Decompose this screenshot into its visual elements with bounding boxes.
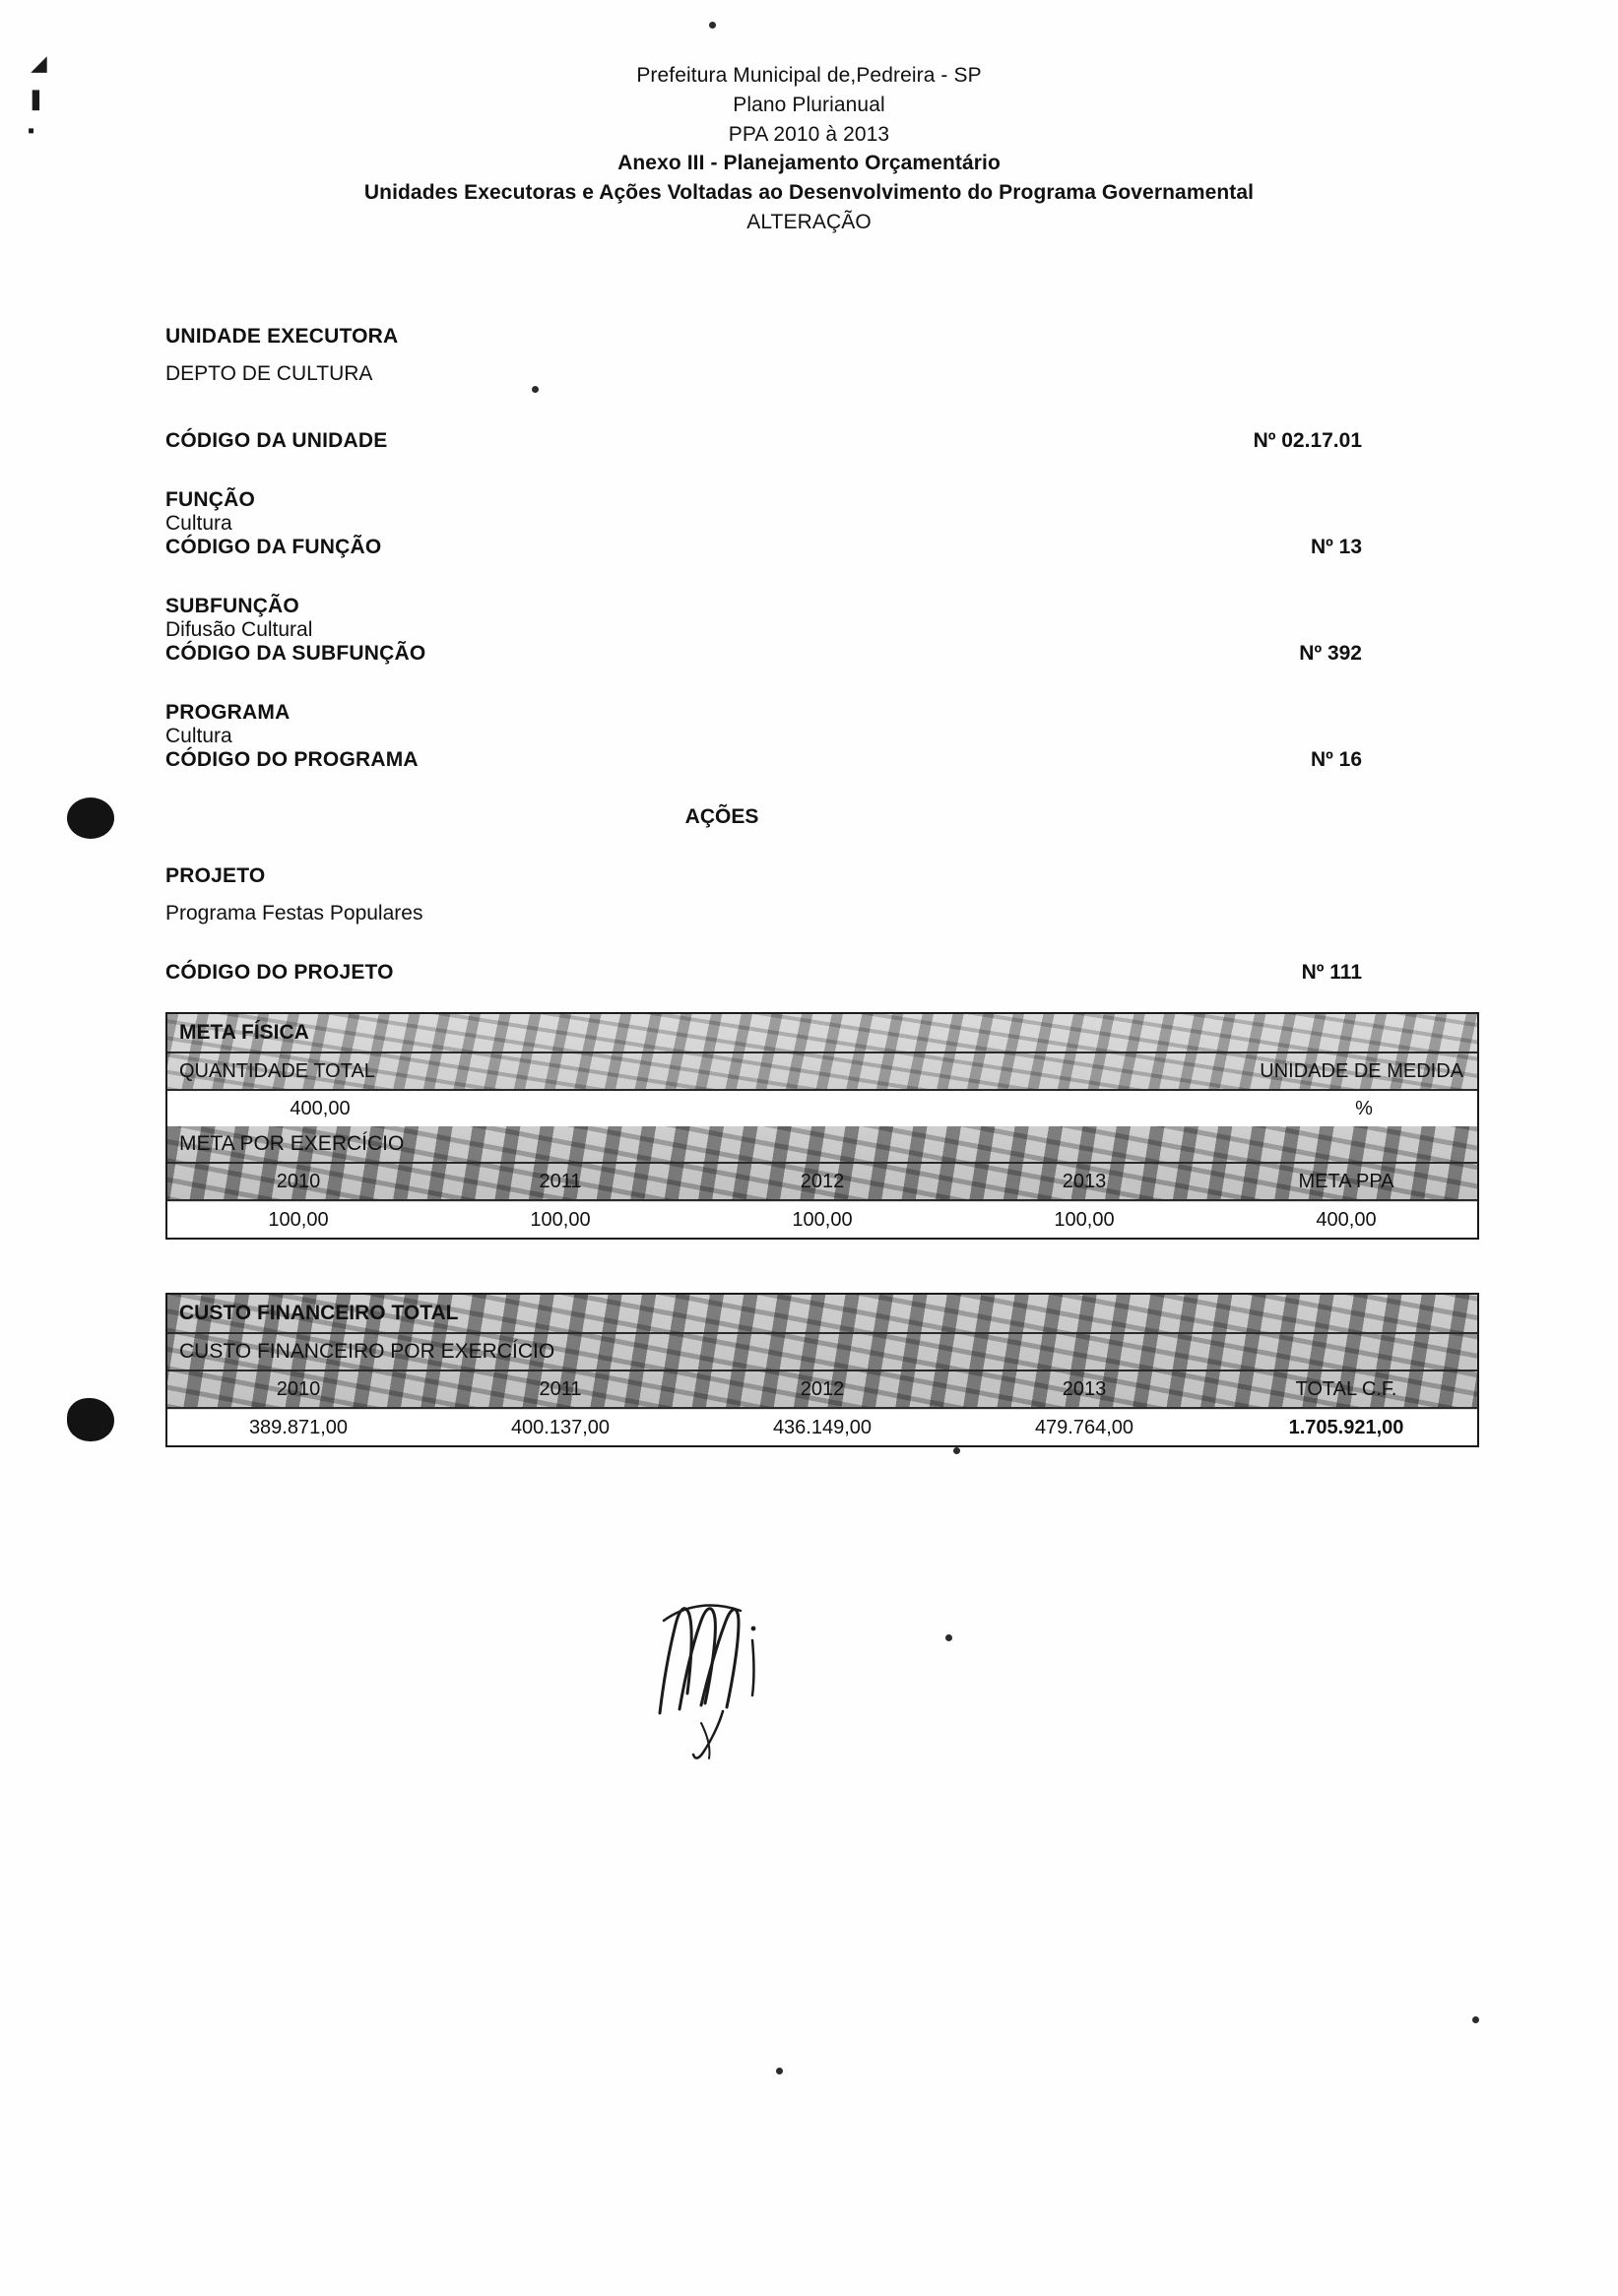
meta-fisica-table [165, 1012, 1479, 1240]
header-alteration: ALTERAÇÃO [746, 211, 872, 234]
custo-financeiro-columns [167, 1371, 1477, 1409]
custo-financeiro-subtitle: CUSTO FINANCEIRO POR EXERCÍCIO [167, 1334, 1477, 1371]
field-codigo-unidade [165, 429, 1465, 453]
field-codigo-funcao [165, 536, 1465, 559]
custo-col-2010: 2010 [276, 1377, 321, 1400]
unidade-executora-label: UNIDADE EXECUTORA [165, 325, 399, 348]
funcao-value: Cultura [165, 512, 232, 535]
scan-speck-mid-2 [953, 1447, 960, 1454]
header-annex: Anexo III - Planejamento Orçamentário [617, 152, 1001, 175]
codigo-projeto-value: Nº 111 [1301, 961, 1362, 984]
unidade-medida-value: % [1355, 1097, 1373, 1119]
field-codigo-projeto [165, 961, 1465, 985]
programa-value: Cultura [165, 725, 232, 747]
quantidade-total-label: QUANTIDADE TOTAL [179, 1059, 375, 1082]
meta-col-2012: 2012 [800, 1170, 845, 1192]
field-codigo-subfuncao [165, 642, 1465, 666]
programa-label: PROGRAMA [165, 701, 291, 724]
meta-fisica-columns [167, 1164, 1477, 1201]
custo-col-2012: 2012 [800, 1377, 845, 1400]
meta-value-2013: 100,00 [1054, 1208, 1115, 1231]
projeto-label: PROJETO [165, 864, 266, 887]
custo-value-total: 1.705.921,00 [1288, 1416, 1404, 1438]
meta-value-total: 400,00 [1316, 1208, 1377, 1231]
scan-blob-left-lower [67, 1398, 114, 1441]
meta-col-total: META PPA [1298, 1170, 1394, 1192]
custo-financeiro-table [165, 1293, 1479, 1447]
custo-col-2011: 2011 [539, 1377, 582, 1400]
signature-mark [650, 1585, 827, 1772]
custo-value-2010: 389.871,00 [248, 1416, 349, 1438]
field-programa [165, 701, 1465, 772]
unidade-medida-label: UNIDADE DE MEDIDA [1260, 1059, 1463, 1082]
meta-fisica-quantidade-values [167, 1091, 1477, 1126]
codigo-programa-label: CÓDIGO DO PROGRAMA [165, 748, 419, 771]
acoes-section-title: AÇÕES [684, 805, 759, 828]
scan-speck-mid [945, 1634, 952, 1641]
scan-artifact-mark-2: ❚ [28, 89, 44, 110]
custo-col-total: TOTAL C.F. [1295, 1377, 1397, 1400]
codigo-funcao-label: CÓDIGO DA FUNÇÃO [165, 536, 382, 558]
funcao-label: FUNÇÃO [165, 488, 256, 511]
custo-value-2012: 436.149,00 [772, 1416, 873, 1438]
document-body [165, 325, 1465, 1447]
header-period: PPA 2010 à 2013 [728, 122, 890, 146]
meta-fisica-quantidade-header [167, 1053, 1477, 1091]
meta-por-exercicio-label: META POR EXERCÍCIO [167, 1126, 1477, 1164]
scan-artifact-mark-1: ◢ [32, 53, 47, 75]
custo-value-2013: 479.764,00 [1034, 1416, 1134, 1438]
header-plan: Plano Plurianual [733, 93, 885, 116]
field-codigo-programa [165, 748, 1465, 772]
codigo-programa-value: Nº 16 [1310, 748, 1362, 771]
header-subtitle: Unidades Executoras e Ações Voltadas ao Desenvolvimento do Programa Governamental [363, 181, 1255, 205]
custo-financeiro-values-row [167, 1409, 1477, 1445]
meta-value-2012: 100,00 [792, 1208, 853, 1231]
scan-speck-bottom [776, 2068, 783, 2074]
header-municipality: Prefeitura Municipal de,Pedreira - SP [636, 64, 982, 87]
codigo-projeto-label: CÓDIGO DO PROJETO [165, 961, 394, 984]
custo-financeiro-shade [167, 1295, 1477, 1409]
field-funcao [165, 488, 1465, 559]
scan-blob-left-upper [67, 797, 114, 839]
codigo-unidade-label: CÓDIGO DA UNIDADE [165, 429, 388, 452]
codigo-unidade-value: Nº 02.17.01 [1253, 429, 1362, 452]
custo-value-2011: 400.137,00 [510, 1416, 611, 1438]
meta-col-2013: 2013 [1062, 1170, 1107, 1192]
meta-fisica-shade-top [167, 1014, 1477, 1091]
meta-col-2010: 2010 [276, 1170, 321, 1192]
custo-col-2013: 2013 [1062, 1377, 1107, 1400]
field-unidade-executora [165, 325, 1465, 386]
subfuncao-label: SUBFUNÇÃO [165, 595, 299, 617]
scan-artifact-mark-3: ▪ [28, 120, 35, 142]
projeto-value: Programa Festas Populares [165, 902, 423, 925]
meta-value-2010: 100,00 [268, 1208, 329, 1231]
meta-value-2011: 100,00 [530, 1208, 591, 1231]
quantidade-total-value: 400,00 [290, 1097, 351, 1119]
custo-financeiro-title: CUSTO FINANCEIRO TOTAL [167, 1295, 1477, 1334]
document-header [0, 61, 1618, 237]
meta-fisica-shade-bottom [167, 1126, 1477, 1201]
codigo-subfuncao-label: CÓDIGO DA SUBFUNÇÃO [165, 642, 426, 665]
meta-fisica-title: META FÍSICA [167, 1014, 1477, 1053]
codigo-funcao-value: Nº 13 [1310, 536, 1362, 558]
meta-fisica-values-row [167, 1201, 1477, 1238]
subfuncao-value: Difusão Cultural [165, 618, 313, 641]
codigo-subfuncao-value: Nº 392 [1299, 642, 1362, 665]
scan-speck-top [709, 22, 716, 29]
field-projeto [165, 864, 1465, 925]
scan-speck-right [1472, 2016, 1479, 2023]
field-subfuncao [165, 595, 1465, 666]
meta-col-2011: 2011 [539, 1170, 582, 1192]
unidade-executora-value: DEPTO DE CULTURA [165, 362, 373, 385]
